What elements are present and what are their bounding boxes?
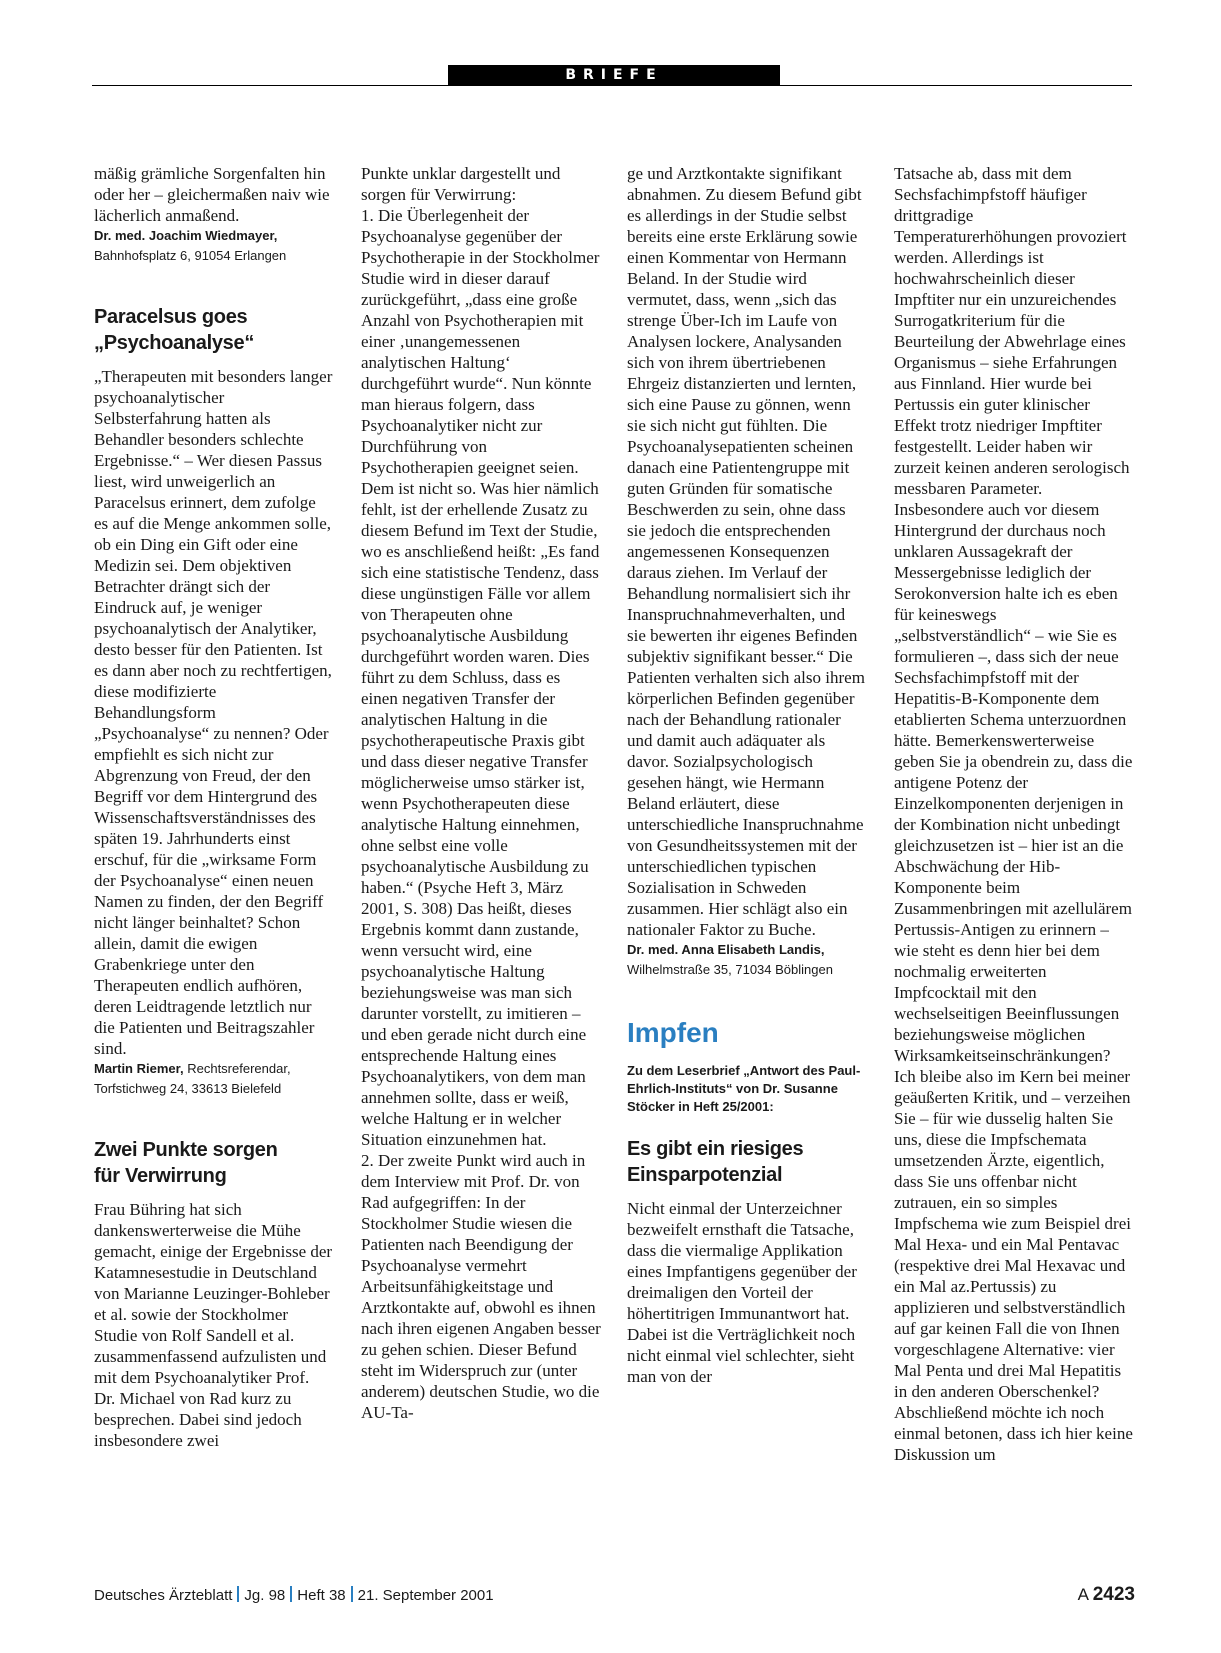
reference-note: Zu dem Leserbrief „Antwort des Paul-Ehrlich-Instituts“ von Dr. Susanne Stöcker in Heft 25/2001: [627, 1063, 861, 1114]
page-prefix: A [1077, 1585, 1088, 1604]
footer-separator [290, 1586, 292, 1602]
letter-text: ge und Arztkontakte signifikant abnahmen. Zu diesem Befund gibt es allerdings in der Studie selbst bereits eine erste Erklärung sowie einen Kommentar von Hermann Beland. In der Studie wird vermutet, dass, wenn „sich das strenge Über-Ich im Laufe von Analysen lockere, Analysanden sich von ihrem übertriebenen Ehrgeiz distanzierten und lernten, sich eine Pause zu gönnen, wenn sie sich nicht gut fühlten. Die Psychoanalysepatienten scheinen danach eine Patientengruppe mit guten Gründen für somatische Beschwerden zu sein, ohne dass sie jedoch die entsprechenden angemessenen Konsequenzen daraus ziehen. Im Verlauf der Behandlung normalisiert sich ihr Inanspruchnahmeverhalten, und sie bewerten ihr eigenes Befinden subjektiv signifikant besser.“ Die Patienten verhalten sich also ihrem körperlichen Befinden gegenüber nach der Behandlung rationaler und damit auch adäquater als davor. Sozialpsychologisch gesehen hängt, wie Hermann Beland erläutert, diese unterschiedliche Inanspruchnahme von Gesundheitssystemen mit der unterschiedlichen typischen Sozialisation in Schweden zusammen. Hier schlägt also ein nationaler Faktor zu Buche. [627, 164, 865, 939]
signature-address: Bahnhofsplatz 6, 91054 Erlangen [94, 248, 287, 263]
letter-heading [94, 304, 334, 356]
signature-name: Dr. med. Anna Elisabeth Landis, [627, 942, 825, 957]
journal-volume: Jg. 98 [244, 1587, 286, 1604]
letter-text: Frau Bühring hat sich dankenswerterweise die Mühe gemacht, einige der Ergebnisse der Katamnesestudie in Deutschland von Marianne Leuzinger-Bohleber et al. sowie der Stockholmer Studie von Rolf Sandell et al. zusammenfassend aufzulisten und mit dem Psychoanalytiker Prof. Dr. Michael von Rad kurz zu besprechen. Dabei sind jedoch insbesondere zwei [94, 1200, 333, 1450]
signature-name: Martin Riemer, [94, 1061, 184, 1076]
page-footer [94, 1586, 1135, 1612]
heading-line: Paracelsus goes [94, 306, 248, 328]
column-2 [361, 163, 601, 1423]
column-1 [94, 163, 334, 1451]
letter-text: mäßig grämliche Sorgenfalten hin oder her – gleichermaßen naiv wie lächerlich anmaßend. [94, 164, 330, 225]
signature [94, 1059, 334, 1079]
footer-citation [94, 1586, 1135, 1604]
letter-text: Abschließend möchte ich noch einmal betonen, dass ich hier keine Diskussion um [894, 1403, 1133, 1464]
signature-name: Dr. med. Joachim Wiedmayer, [94, 228, 278, 243]
signature [94, 226, 334, 246]
signature-role: Rechtsreferendar, [187, 1061, 291, 1076]
letter-text: Ich bleibe also im Kern bei meiner geäußerten Kritik, und – verzeihen Sie – für wie dusselig halten Sie uns, diese die Impfschemata umsetzenden Ärzte, eigentlich, dass Sie uns offenbar nicht zutrauen, ein so simples Impfschema wie zum Beispiel drei Mal Hexa- und ein Mal Pentavac (respektive drei Mal Hexavac und ein Mal az.Pertussis) zu applizieren und selbstverständlich auf gar keinen Fall die von Ihnen vorgeschlagene Alternative: vier Mal Penta und drei Mal Hepatitis in den anderen Oberschenkel? [894, 1067, 1131, 1401]
letter-text: Tatsache ab, dass mit dem Sechsfachimpfstoff häufiger drittgradige Temperaturerhöhungen provoziert werden. Allerdings ist hochwahrscheinlich dieser Impftiter nur ein unzureichendes Surrogatkriterium für die Beurteilung der Abwehrlage eines Organismus – siehe Erfahrungen aus Finnland. Hier wurde bei Pertussis ein guter klinischer Effekt trotz niedriger Impftiter festgestellt. Leider haben wir zurzeit keinen anderen serologisch messbaren Parameter. Insbesondere auch vor diesem Hintergrund der durchaus noch unklaren Aussagekraft der Messergebnisse lediglich der Serokonversion halte ich es eben für keineswegs „selbstverständlich“ – wie Sie es formulieren –, dass sich der neue Sechsfachimpfstoff mit der Hepatitis-B-Komponente dem etablierten Schema unterzuordnen hätte. Bemerkenswerterweise geben Sie ja obendrein zu, dass die antigene Potenz der Einzelkomponenten derjenigen in der Kombination nicht unbedingt gleichzusetzen ist – hier ist an die Abschwächung der Hib-Komponente beim Zusammenbringen mit azellulärem Pertussis-Antigen zu erinnern – wie steht es denn hier bei dem nochmalig erweiterten Impfcocktail mit den wechselseitigen Beeinflussungen beziehungsweise möglichen Wirksamkeitseinschränkungen? [894, 164, 1133, 1065]
journal-name: Deutsches Ärzteblatt [94, 1587, 233, 1604]
section-title: Impfen [627, 1017, 719, 1048]
page-number-value: 2423 [1092, 1584, 1135, 1605]
signature-address: Wilhelmstraße 35, 71034 Böblingen [627, 962, 833, 977]
heading-line: für Verwirrung [94, 1165, 227, 1187]
signature-address: Torfstichweg 24, 33613 Bielefeld [94, 1081, 282, 1096]
letter-text: 2. Der zweite Punkt wird auch in dem Interview mit Prof. Dr. von Rad aufgegriffen: In der Stockholmer Studie wiesen die Patienten nach Beendigung der Psychoanalyse vermehrt Arbeitsunfähigkeitstage und Arztkontakte auf, obwohl es ihnen nach ihren eigenen Angaben besser zu gehen schien. Dieser Befund steht im Widerspruch zur (unter anderem) deutschen Studie, wo die AU-Ta- [361, 1151, 601, 1422]
letter-text: Nicht einmal der Unterzeichner bezweifelt ernsthaft die Tatsache, dass die viermalige Applikation eines Impfantigens gegenüber der dreimaligen den Vorteil der höhertitrigen Immunantwort hat. Dabei ist die Verträglichkeit noch nicht einmal viel schlechter, sieht man von der [627, 1199, 857, 1386]
heading-line: Zwei Punkte sorgen [94, 1139, 278, 1161]
column-3 [627, 163, 867, 1387]
heading-line: „Psychoanalyse“ [94, 332, 255, 354]
letter-text: „Therapeuten mit besonders langer psychoanalytischer Selbsterfahrung hatten als Behandler besonders schlechte Ergebnisse.“ – Wer diesen Passus liest, wird unweigerlich an Paracelsus erinnert, dem zufolge es auf die Menge ankommen solle, ob ein Ding ein Gift oder eine Medizin sei. Dem objektiven Betrachter drängt sich der Eindruck auf, je weniger psychoanalytisch der Analytiker, desto besser für den Patienten. Ist es dann aber noch zu rechtfertigen, diese modifizierte Behandlungsform „Psychoanalyse“ zu nennen? Oder empfiehlt es sich nicht zur Abgrenzung von Freud, der den Begriff vor dem Hintergrund des Wissenschaftsverständnisses des späten 19. Jahrhunderts einst erschuf, für die „wirksame Form der Psychoanalyse“ einen neuen Namen zu finden, der den Begriff nicht länger beinhaltet? Schon allein, damit die ewigen Grabenkriege unter den Therapeuten endlich aufhören, deren Leidtragende letztlich nur die Patienten und Beitragszahler sind. [94, 367, 333, 1058]
letter-text: 1. Die Überlegenheit der Psychoanalyse gegenüber der Psychotherapie in der Stockholmer Studie wird in dieser darauf zurückgeführt, „dass eine große Anzahl von Psychotherapien mit einer ‚unangemessenen analytischen Haltung‘ durchgeführt wurde“. Nun könnte man hieraus folgern, dass Psychoanalytiker nicht zur Durchführung von Psychotherapien geeignet seien. Dem ist nicht so. Was hier nämlich fehlt, ist der erhellende Zusatz zu diesem Befund im Text der Studie, wo es anschließend heißt: „Es fand sich eine statistische Tendenz, dass diese ungünstigen Fälle vor allem von Therapeuten ohne psychoanalytische Ausbildung durchgeführt worden waren. Dies führt zu dem Schluss, dass es einen negativen Transfer der analytischen Haltung in die psychotherapeutische Praxis gibt und dass dieser negative Transfer möglicherweise umso stärker ist, wenn Psychotherapeuten diese analytische Haltung einnehmen, ohne selbst eine volle psychoanalytische Ausbildung zu haben.“ (Psyche Heft 3, März 2001, S. 308) Das heißt, dieses Ergebnis kommt dann zustande, wenn versucht wird, eine psychoanalytische Haltung beziehungsweise was man sich darunter vorstellt, zu imitieren – und eben gerade nicht durch eine entsprechende Haltung eines Psychoanalytikers, von dem man annehmen sollte, dass er weiß, welche Haltung er in welcher Situation einzunehmen hat. [361, 206, 600, 1149]
header-rule [92, 85, 1132, 86]
letter-heading [94, 1137, 334, 1189]
footer-separator [351, 1586, 353, 1602]
signature [627, 940, 867, 960]
journal-issue: Heft 38 [297, 1587, 346, 1604]
letter-text: Punkte unklar dargestellt und sorgen für Verwirrung: [361, 164, 561, 204]
page-number [1078, 1584, 1135, 1606]
heading-line: Es gibt ein riesiges [627, 1138, 804, 1160]
letter-heading [627, 1136, 867, 1188]
issue-date: 21. September 2001 [357, 1587, 494, 1604]
column-4 [894, 163, 1134, 1465]
section-label: BRIEFE [448, 65, 780, 85]
footer-separator [237, 1586, 239, 1602]
heading-line: Einsparpotenzial [627, 1164, 783, 1186]
